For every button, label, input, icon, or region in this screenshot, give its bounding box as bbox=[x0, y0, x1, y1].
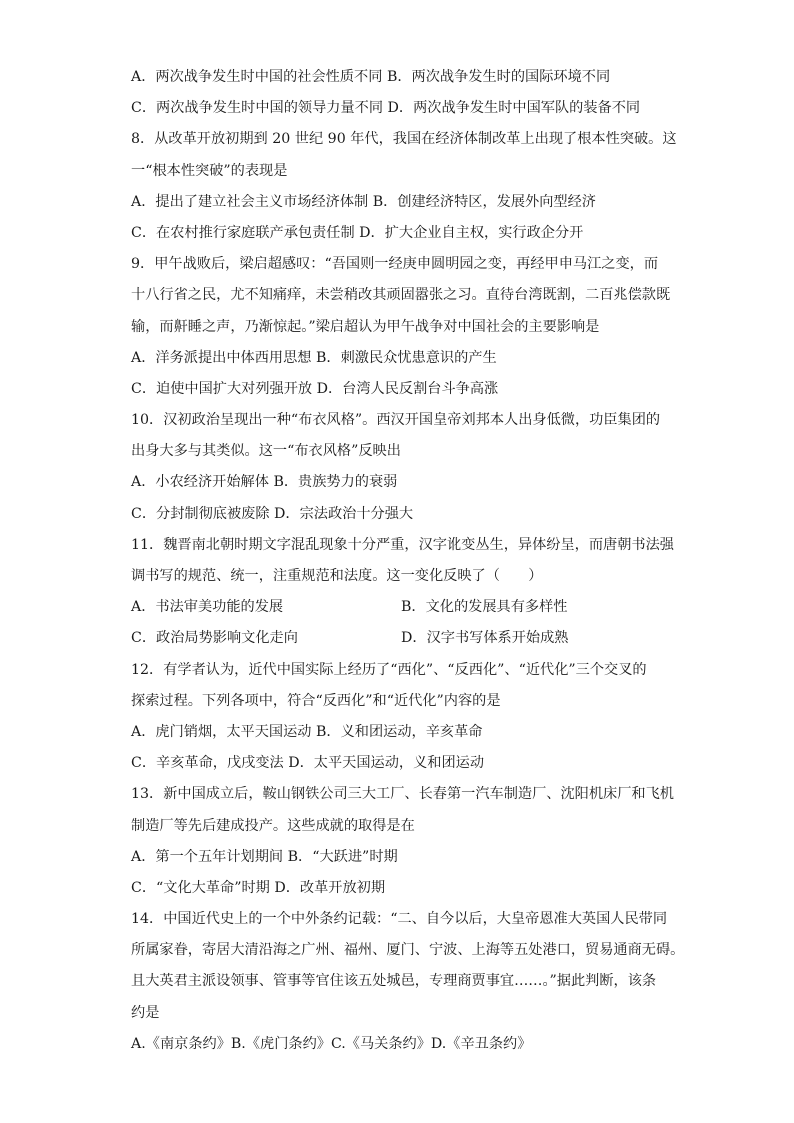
q13-stem-2: 制造厂等先后建成投产。这些成就的取得是在 bbox=[131, 817, 415, 834]
q11-option-b: B．文化的发展具有多样性 bbox=[401, 599, 568, 616]
q14-stem-3: 且大英君主派设领事、管事等官住该五处城邑，专理商贾事宜……。”据此判断，该条 bbox=[131, 973, 657, 990]
q9-options-1: A．洋务派提出中体西用思想 B．刺激民众忧患意识的产生 bbox=[131, 349, 497, 366]
q11-stem-1: 11．魏晋南北朝时期文字混乱现象十分严重，汉字讹变丛生，异体纷呈，而唐朝书法强 bbox=[131, 536, 674, 553]
q8-options-2: C．在农村推行家庭联产承包责任制 D．扩大企业自主权，实行政企分开 bbox=[131, 224, 584, 241]
q13-options-1: A．第一个五年计划期间 B．“大跃进”时期 bbox=[131, 848, 398, 865]
q11-option-d: D．汉字书写体系开始成熟 bbox=[401, 630, 569, 647]
q9-stem-3: 输，而鼾睡之声，乃渐惊起。”梁启超认为甲午战争对中国社会的主要影响是 bbox=[131, 318, 600, 335]
q8-stem-2: 一“根本性突破”的表现是 bbox=[131, 162, 288, 179]
q14-stem-4: 约是 bbox=[131, 1004, 160, 1021]
q14-options-1: A.《南京条约》B.《虎门条约》C.《马关条约》D.《辛丑条约》 bbox=[131, 1035, 532, 1052]
q8-options-1: A．提出了建立社会主义市场经济体制 B．创建经济特区，发展外向型经济 bbox=[131, 193, 596, 210]
q14-stem-1: 14．中国近代史上的一个中外条约记载：“二、自今以后，大皇帝恩准大英国人民带同 bbox=[131, 911, 668, 928]
q9-stem-1: 9．甲午战败后，梁启超感叹：“吾国则一经庚申圆明园之变，再经甲申马江之变，而 bbox=[131, 256, 659, 273]
q10-stem-2: 出身大多与其类似。这一“布衣风格”反映出 bbox=[131, 443, 401, 460]
q12-stem-1: 12．有学者认为，近代中国实际上经历了“西化”、“反西化”、“近代化”三个交叉的 bbox=[131, 661, 647, 678]
q10-options-1: A．小农经济开始解体 B．贵族势力的衰弱 bbox=[131, 474, 398, 491]
q12-options-1: A．虎门销烟，太平天国运动 B．义和团运动，辛亥革命 bbox=[131, 723, 483, 740]
q14-stem-2: 所属家眷，寄居大清沿海之广州、福州、厦门、宁波、上海等五处港口，贸易通商无碍。 bbox=[131, 942, 685, 959]
q12-options-2: C．辛亥革命，戊戌变法 D．太平天国运动，义和团运动 bbox=[131, 755, 485, 772]
q9-options-2: C．迫使中国扩大对列强开放 D．台湾人民反割台斗争高涨 bbox=[131, 380, 499, 397]
prev-options-line-2: C．两次战争发生时中国的领导力量不同 D．两次战争发生时中国军队的装备不同 bbox=[131, 100, 641, 117]
q11-option-c: C．政治局势影响文化走向 bbox=[131, 630, 298, 647]
q8-stem-1: 8．从改革开放初期到 20 世纪 90 年代，我国在经济体制改革上出现了根本性突破。这 bbox=[131, 131, 677, 148]
q12-stem-2: 探索过程。下列各项中，符合“反西化”和“近代化”内容的是 bbox=[131, 692, 501, 709]
q10-stem-1: 10．汉初政治呈现出一种“布衣风格”。西汉开国皇帝刘邦本人出身低微，功臣集团的 bbox=[131, 412, 661, 429]
q11-stem-2: 调书写的规范、统一，注重规范和法度。这一变化反映了（ ） bbox=[131, 568, 543, 584]
q11-options-row-2 bbox=[131, 623, 671, 654]
q13-options-2: C．“文化大革命”时期 D．改革开放初期 bbox=[131, 879, 386, 896]
q11-options-row-1 bbox=[131, 592, 671, 623]
question-content bbox=[131, 62, 685, 1060]
q13-stem-1: 13．新中国成立后，鞍山钢铁公司三大工厂、长春第一汽车制造厂、沈阳机床厂和飞机 bbox=[131, 786, 674, 803]
prev-options-line-1: A．两次战争发生时中国的社会性质不同 B．两次战争发生时的国际环境不同 bbox=[131, 69, 611, 85]
q11-option-a: A．书法审美功能的发展 bbox=[131, 599, 284, 616]
q9-stem-2: 十八行省之民，尤不知痛痒，未尝稍改其顽固嚣张之习。直待台湾既割，二百兆偿款既 bbox=[131, 287, 671, 304]
q10-options-2: C．分封制彻底被废除 D．宗法政治十分强大 bbox=[131, 505, 414, 522]
